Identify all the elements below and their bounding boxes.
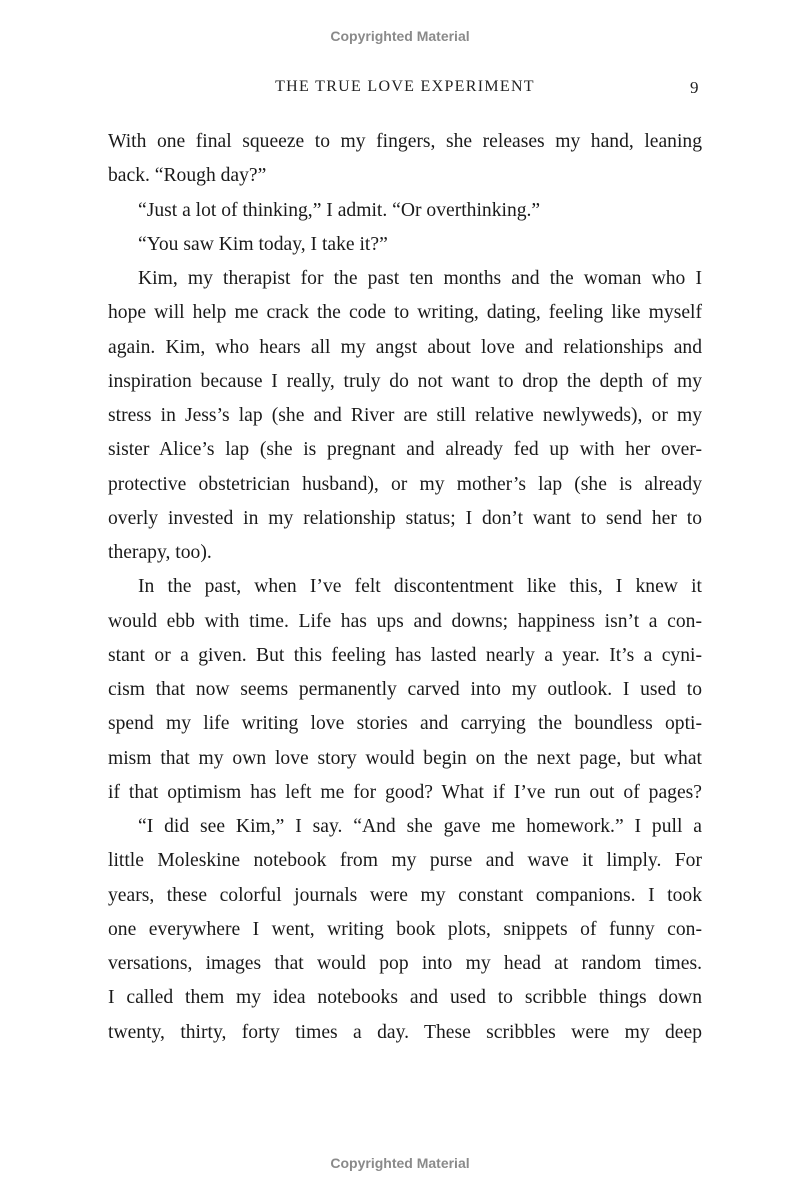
text-line: little Moleskine notebook from my purse and wave it limply. For — [108, 850, 702, 872]
text-line: therapy, too). — [108, 542, 212, 563]
paragraph — [108, 813, 702, 1053]
text-line: twenty, thirty, forty times a day. These scribbles were my deep — [108, 1021, 702, 1043]
body-text — [108, 128, 702, 1053]
text-line: protective obstetrician husband), or my mother’s lap (she is already — [108, 473, 702, 495]
text-line: hope will help me crack the code to writing, dating, feeling like myself — [108, 302, 702, 324]
text-line: one everywhere I went, writing book plots, snippets of funny con- — [108, 918, 702, 940]
text-line: With one final squeeze to my fingers, she releases my hand, leaning — [108, 131, 702, 152]
text-line: “You saw Kim today, I take it?” — [138, 233, 388, 255]
text-line: again. Kim, who hears all my angst about love and relationships and — [108, 336, 702, 358]
text-line: Kim, my therapist for the past ten months and the woman who I — [138, 268, 702, 289]
text-line: cism that now seems permanently carved into my outlook. I used to — [108, 679, 702, 700]
copyright-watermark-bottom: Copyrighted Material — [330, 1155, 470, 1171]
text-line: inspiration because I really, truly do not want to drop the depth of my — [108, 370, 702, 392]
text-line: back. “Rough day?” — [108, 165, 267, 187]
text-line: I called them my idea notebooks and used to scribble things down — [108, 987, 702, 1009]
text-line: sister Alice’s lap (she is pregnant and already fed up with her over- — [108, 439, 702, 461]
text-line: would ebb with time. Life has ups and downs; happiness isn’t a con- — [108, 610, 702, 632]
text-line: if that optimism has left me for good? What if I’ve run out of pages? — [108, 781, 702, 803]
paragraph — [108, 573, 702, 813]
text-line: mism that my own love story would begin on the next page, but what — [108, 747, 702, 769]
text-line: stress in Jess’s lap (she and River are still relative newlyweds), or my — [108, 405, 702, 426]
page-number: 9 — [690, 78, 699, 97]
paragraph — [108, 231, 702, 265]
text-line: years, these colorful journals were my constant companions. I took — [108, 884, 702, 906]
text-line: stant or a given. But this feeling has lasted nearly a year. It’s a cyni- — [108, 644, 702, 666]
text-line: In the past, when I’ve felt discontentment like this, I knew it — [138, 576, 702, 598]
text-line: “I did see Kim,” I say. “And she gave me homework.” I pull a — [138, 816, 702, 837]
paragraph — [108, 128, 702, 197]
copyright-watermark-top: Copyrighted Material — [330, 28, 470, 44]
text-line: spend my life writing love stories and carrying the boundless opti- — [108, 713, 702, 735]
paragraph — [108, 265, 702, 573]
paragraph — [108, 197, 702, 231]
text-line: “Just a lot of thinking,” I admit. “Or overthinking.” — [138, 199, 541, 221]
text-line: overly invested in my relationship status; I don’t want to send her to — [108, 507, 702, 529]
text-line: versations, images that would pop into my head at random times. — [108, 953, 702, 974]
running-head: THE TRUE LOVE EXPERIMENT — [275, 78, 535, 95]
